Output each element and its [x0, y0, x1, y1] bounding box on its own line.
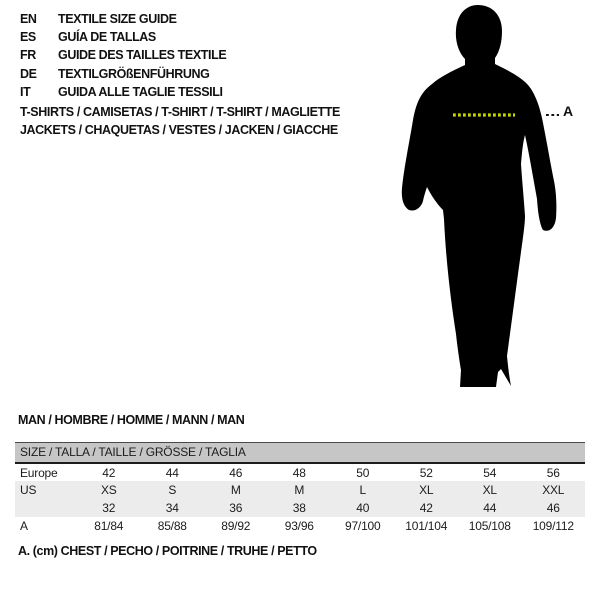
language-row [20, 83, 226, 101]
size-cell: XL [395, 481, 459, 499]
garment-line-tshirts: T-SHIRTS / CAMISETAS / T-SHIRT / T-SHIRT / MAGLIETTE [20, 105, 340, 119]
size-table-header: SIZE / TALLA / TAILLE / GRÖSSE / TAGLIA [15, 443, 585, 464]
size-cell: 40 [331, 499, 395, 517]
size-cell: 89/92 [221, 519, 251, 533]
man-silhouette [398, 4, 568, 388]
size-cell: 34 [141, 499, 205, 517]
language-row [20, 28, 226, 46]
garment-type-lines [20, 103, 340, 139]
language-row [20, 46, 226, 64]
size-cell: 93/96 [284, 519, 314, 533]
size-row-label [15, 499, 77, 517]
size-cell: XXL [522, 481, 586, 499]
size-cell: 42 [102, 465, 116, 480]
size-table-row [15, 499, 585, 517]
size-row-label: US [15, 481, 77, 499]
size-cell: 56 [546, 465, 560, 480]
language-label: GUIDE DES TAILLES TEXTILE [58, 48, 227, 63]
size-cell: 44 [165, 465, 179, 480]
size-cell: 52 [419, 465, 433, 480]
size-table-row [15, 517, 585, 535]
man-body-shape [402, 5, 557, 387]
garment-line-jackets: JACKETS / CHAQUETAS / VESTES / JACKEN / GIACCHE [20, 123, 338, 138]
language-code: FR [20, 48, 36, 63]
size-cell: 50 [356, 465, 370, 480]
size-cell: 36 [204, 499, 268, 517]
size-row-label: A [20, 519, 28, 533]
size-cell: 38 [268, 499, 332, 517]
size-cell: 85/88 [157, 519, 187, 533]
size-cell: 97/100 [344, 519, 381, 533]
size-cell: S [141, 481, 205, 499]
language-label: TEXTILE SIZE GUIDE [58, 12, 177, 27]
size-cell: 46 [229, 465, 243, 480]
size-cell: 42 [395, 499, 459, 517]
language-code: DE [20, 66, 37, 81]
size-table-row [15, 463, 585, 481]
size-cell: 32 [77, 499, 141, 517]
figure-area [398, 4, 598, 388]
language-code: EN [20, 12, 37, 27]
size-cell: L [331, 481, 395, 499]
language-label: TEXTILGRÖßENFÜHRUNG [58, 66, 210, 81]
size-cell: 105/108 [468, 519, 511, 533]
size-cell: XL [458, 481, 522, 499]
size-table [15, 442, 585, 535]
language-label: GUIDA ALLE TAGLIE TESSILI [58, 84, 223, 99]
size-cell: 101/104 [405, 519, 448, 533]
size-cell: 44 [458, 499, 522, 517]
language-row [20, 10, 226, 28]
section-title: MAN / HOMBRE / HOMME / MANN / MAN [18, 413, 245, 427]
language-code: IT [20, 84, 31, 99]
size-table-body [15, 463, 585, 535]
language-list [20, 10, 226, 101]
language-label: GUÍA DE TALLAS [58, 30, 156, 45]
size-cell: 109/112 [532, 519, 574, 533]
size-table-header-row [15, 443, 585, 464]
size-cell: 54 [483, 465, 497, 480]
size-cell: XS [77, 481, 141, 499]
size-cell: 81/84 [94, 519, 124, 533]
size-row-label: Europe [20, 465, 58, 480]
measurement-a-label: A [563, 103, 574, 119]
size-cell: 48 [292, 465, 306, 480]
size-cell: M [268, 481, 332, 499]
size-table-row [15, 481, 585, 499]
language-row [20, 65, 226, 83]
language-code: ES [20, 30, 36, 45]
size-cell: 46 [522, 499, 586, 517]
size-cell: M [204, 481, 268, 499]
measurement-footnote: A. (cm) CHEST / PECHO / POITRINE / TRUHE / PETTO [18, 544, 317, 558]
